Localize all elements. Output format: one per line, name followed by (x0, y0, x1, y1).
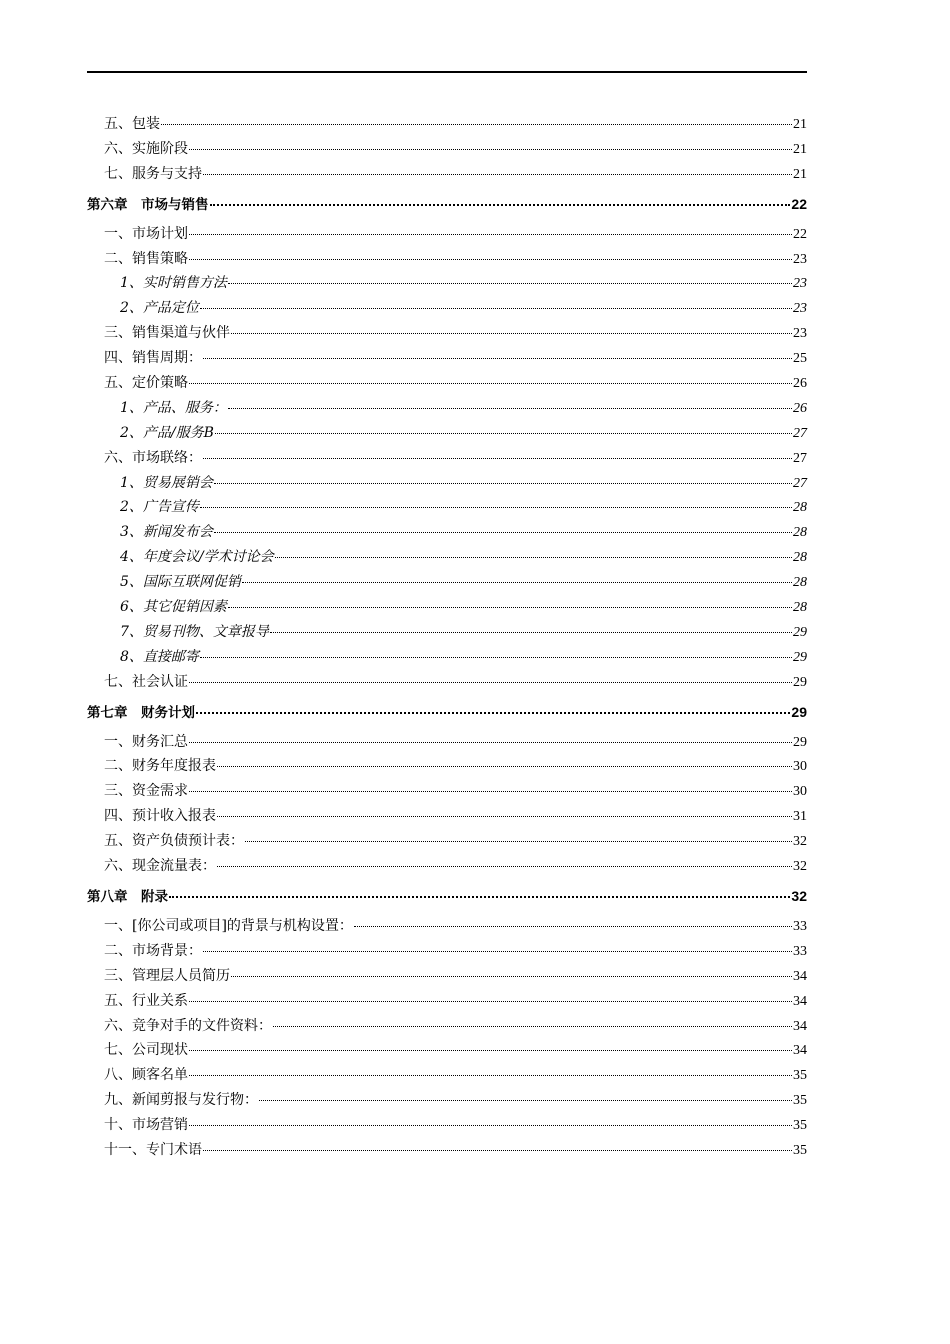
dot-leader (161, 124, 792, 125)
toc-entry-title: 4、年度会议/学术讨论会 (120, 549, 274, 566)
toc-page-number: 34 (793, 1018, 807, 1034)
toc-page-number: 27 (793, 450, 807, 466)
dot-leader (231, 976, 792, 977)
dot-leader (189, 1075, 792, 1076)
toc-entry-title: 八、顾客名单 (104, 1067, 188, 1084)
toc-page-number: 32 (793, 859, 807, 875)
dot-leader (189, 1001, 792, 1002)
dot-leader (215, 433, 792, 434)
dot-leader (228, 607, 792, 608)
dot-leader (217, 816, 792, 817)
toc-entry-title: 2、产品定位 (120, 300, 199, 317)
toc-entry[interactable] (87, 854, 807, 879)
dot-leader (210, 204, 791, 206)
dot-leader (228, 283, 792, 284)
dot-leader (275, 557, 792, 558)
toc-entry[interactable] (87, 989, 807, 1014)
toc-page-number: 22 (793, 226, 807, 242)
toc-entry[interactable] (87, 371, 807, 396)
toc-page-number: 23 (793, 276, 807, 292)
toc-entry-title: 三、销售渠道与伙伴 (104, 325, 230, 342)
toc-page-number: 26 (793, 376, 807, 392)
dot-leader (200, 657, 792, 658)
dot-leader (189, 234, 792, 235)
toc-entry[interactable] (87, 446, 807, 471)
toc-entry-title: 一、市场计划 (104, 225, 188, 242)
toc-entry-title: 七、服务与支持 (104, 165, 202, 182)
toc-page-number: 32 (791, 887, 807, 904)
toc-page-number: 31 (793, 809, 807, 825)
toc-entry-title: 二、财务年度报表 (104, 758, 216, 775)
toc-entry[interactable] (87, 620, 807, 645)
toc-entry-title: 第七章 财务计划 (87, 704, 195, 721)
toc-entry-title: 五、行业关系 (104, 992, 188, 1009)
toc-entry[interactable] (87, 670, 807, 695)
toc-entry[interactable] (87, 779, 807, 804)
toc-entry-title: 九、新闻剪报与发行物： (104, 1092, 258, 1109)
toc-entry-title: 六、市场联络： (104, 449, 202, 466)
toc-entry[interactable] (87, 804, 807, 829)
toc-entry[interactable] (87, 1088, 807, 1113)
toc-entry[interactable] (87, 346, 807, 371)
dot-leader (245, 841, 792, 842)
toc-entry[interactable] (87, 964, 807, 989)
dot-leader (189, 383, 792, 384)
dot-leader (203, 458, 792, 459)
toc-page-number: 35 (793, 1068, 807, 1084)
dot-leader (242, 582, 792, 583)
toc-entry[interactable] (87, 545, 807, 570)
toc-page-number: 33 (793, 918, 807, 934)
toc-page-number: 30 (793, 784, 807, 800)
toc-entry-title: 3、新闻发布会 (120, 524, 213, 541)
toc-page-number: 26 (793, 400, 807, 416)
toc-entry-title: 三、管理层人员简历 (104, 967, 230, 984)
dot-leader (203, 174, 792, 175)
toc-page-number: 35 (793, 1118, 807, 1134)
toc-entry[interactable] (87, 595, 807, 620)
toc-entry[interactable] (87, 520, 807, 545)
dot-leader (189, 742, 792, 743)
toc-entry-title: 四、销售周期： (104, 350, 202, 367)
toc-entry[interactable] (87, 1014, 807, 1039)
toc-page-number: 23 (793, 251, 807, 267)
toc-entry-title: 二、销售策略 (104, 250, 188, 267)
toc-entry[interactable] (87, 1063, 807, 1088)
toc-entry[interactable] (87, 730, 807, 755)
dot-leader (189, 1050, 792, 1051)
toc-entry-title: 六、现金流量表： (104, 858, 216, 875)
toc-entry[interactable] (87, 421, 807, 446)
toc-page-number: 29 (793, 674, 807, 690)
toc-chapter-entry[interactable] (87, 884, 807, 909)
toc-page-number: 35 (793, 1093, 807, 1109)
dot-leader (196, 712, 790, 714)
toc-entry-title: 五、定价策略 (104, 375, 188, 392)
toc-entry-title: 三、资金需求 (104, 783, 188, 800)
table-of-contents (87, 112, 807, 1163)
toc-entry-title: 一、财务汇总 (104, 733, 188, 750)
toc-entry[interactable] (87, 495, 807, 520)
toc-entry[interactable] (87, 162, 807, 187)
toc-page-number: 21 (793, 117, 807, 132)
toc-entry-title: 5、国际互联网促销 (120, 574, 241, 591)
toc-entry[interactable] (87, 914, 807, 939)
toc-entry[interactable] (87, 1138, 807, 1163)
toc-entry-title: 7、贸易刊物、文章报导 (120, 623, 269, 640)
toc-page-number: 29 (793, 734, 807, 750)
toc-page-number: 25 (793, 351, 807, 367)
dot-leader (231, 333, 792, 334)
toc-entry-title: 一、[你公司或项目]的背景与机构设置： (104, 917, 353, 934)
toc-entry-title: 2、广告宣传 (120, 499, 199, 516)
toc-entry-title: 1、贸易展销会 (120, 474, 213, 491)
toc-entry[interactable] (87, 396, 807, 421)
toc-page-number: 28 (793, 525, 807, 541)
dot-leader (189, 682, 792, 683)
toc-entry[interactable] (87, 570, 807, 595)
dot-leader (189, 1125, 792, 1126)
toc-entry-title: 十一、专门术语 (104, 1141, 202, 1158)
toc-entry[interactable] (87, 754, 807, 779)
toc-page-number: 30 (793, 759, 807, 775)
dot-leader (203, 1150, 792, 1151)
toc-entry-title: 六、竞争对手的文件资料： (104, 1017, 272, 1034)
toc-page-number: 34 (793, 968, 807, 984)
toc-entry[interactable] (87, 645, 807, 670)
toc-entry[interactable] (87, 1038, 807, 1063)
toc-chapter-entry[interactable] (87, 700, 807, 725)
toc-page-number: 21 (793, 166, 807, 182)
toc-entry-title: 五、包装 (104, 116, 160, 132)
toc-entry[interactable] (87, 829, 807, 854)
dot-leader (354, 926, 792, 927)
toc-entry-title: 1、实时销售方法 (120, 275, 227, 292)
toc-entry[interactable] (87, 112, 807, 137)
dot-leader (228, 408, 792, 409)
toc-page-number: 28 (793, 550, 807, 566)
toc-page-number: 29 (793, 649, 807, 665)
toc-page-number: 29 (793, 624, 807, 640)
toc-page-number: 27 (793, 425, 807, 441)
toc-entry-title: 第八章 附录 (87, 888, 168, 905)
toc-entry-title: 七、社会认证 (104, 673, 188, 690)
toc-entry-title: 第六章 市场与销售 (87, 196, 209, 213)
dot-leader (214, 483, 792, 484)
header-rule (87, 71, 807, 73)
toc-page-number: 28 (793, 600, 807, 616)
dot-leader (203, 358, 792, 359)
toc-page-number: 23 (793, 301, 807, 317)
dot-leader (214, 532, 792, 533)
dot-leader (270, 632, 792, 633)
toc-page-number: 34 (793, 1043, 807, 1059)
dot-leader (217, 866, 792, 867)
toc-page-number: 23 (793, 326, 807, 342)
dot-leader (203, 951, 792, 952)
toc-page-number: 28 (793, 575, 807, 591)
toc-entry[interactable] (87, 296, 807, 321)
toc-entry-title: 1、产品、服务： (120, 399, 227, 416)
toc-entry-title: 2、产品/服务B (120, 424, 214, 441)
dot-leader (217, 766, 792, 767)
toc-page-number: 32 (793, 834, 807, 850)
toc-entry-title: 8、直接邮寄 (120, 648, 199, 665)
toc-entry-title: 6、其它促销因素 (120, 599, 227, 616)
dot-leader (200, 507, 792, 508)
toc-entry[interactable] (87, 939, 807, 964)
dot-leader (259, 1100, 792, 1101)
dot-leader (189, 791, 792, 792)
dot-leader (273, 1026, 792, 1027)
toc-entry[interactable] (87, 222, 807, 247)
toc-page-number: 22 (791, 195, 807, 212)
toc-entry-title: 十、市场营销 (104, 1117, 188, 1134)
toc-chapter-entry[interactable] (87, 192, 807, 217)
toc-page-number: 21 (793, 141, 807, 157)
toc-page-number: 33 (793, 943, 807, 959)
toc-entry-title: 二、市场背景： (104, 942, 202, 959)
toc-page-number: 28 (793, 500, 807, 516)
toc-entry-title: 六、实施阶段 (104, 140, 188, 157)
toc-entry[interactable] (87, 271, 807, 296)
dot-leader (189, 149, 792, 150)
toc-page-number: 29 (791, 703, 807, 720)
dot-leader (189, 259, 792, 260)
toc-page-number: 34 (793, 993, 807, 1009)
toc-entry[interactable] (87, 247, 807, 272)
toc-entry[interactable] (87, 321, 807, 346)
toc-entry[interactable] (87, 1113, 807, 1138)
toc-entry-title: 四、预计收入报表 (104, 808, 216, 825)
toc-entry-title: 七、公司现状 (104, 1042, 188, 1059)
toc-page-number: 35 (793, 1142, 807, 1158)
toc-entry[interactable] (87, 137, 807, 162)
toc-entry[interactable] (87, 471, 807, 496)
dot-leader (169, 896, 790, 898)
dot-leader (200, 308, 792, 309)
toc-entry-title: 五、资产负债预计表： (104, 833, 244, 850)
toc-page-number: 27 (793, 475, 807, 491)
